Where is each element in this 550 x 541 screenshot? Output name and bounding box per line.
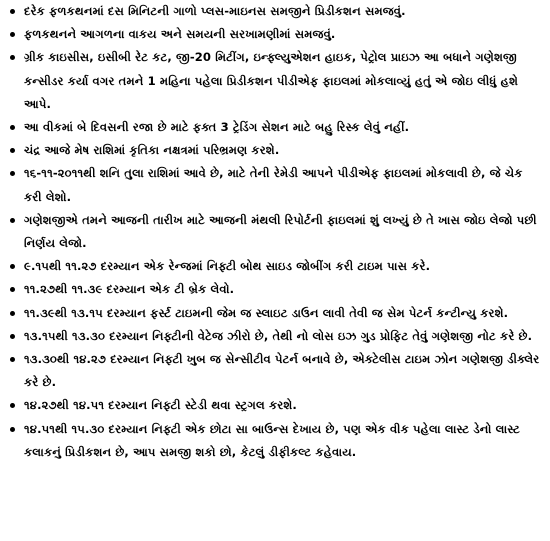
list-item-text: દરેક ફળકથનમાં દસ મિનિટની ગાળો પ્લસ-માઇનસ સમજીને પ્રિડીકશન સમજવું.: [24, 4, 406, 18]
list-item-text: ૧૩.૧૫થી ૧૩.૩૦ દરમ્યાન નિફ્ટીની વેટેજ ઝીરો છે, તેથી નો લોસ ઇઝ ગુડ પ્રોફિટ તેવું ગણેશજી નોટ કરે છે.: [24, 328, 533, 343]
bullet-icon: [10, 427, 15, 432]
list-item-text: ૧૪.૫૧થી ૧૫.૩૦ દરમ્યાન નિફ્ટી એક છોટા સા બાઉન્સ દેખાય છે, પણ એક વીક પહેલા લાસ્ટ ડેનો લાસ્ટ કલાકનું પ્રિડીકશન છે, આપ સમજી શકો છો, કેટલું ડીફીકલ્ટ કહેવાય.: [24, 421, 525, 459]
list-item-text: ગ્રીક કાઇસીસ, ઇસીબી રેટ કટ, જી-20 મિટીંગ, ઇન્ફ્લ્યુએશન હાઇક, પેટ્રોલ પ્રાઇઝ આ બધાને ગણેશજી કન્સીડર કર્યા વગર તમને 1 મહિના પહેલા પ્રિડીકશન પીડીએફ ફાઇલમાં મોકલાવ્યું હતું એ જોઇ લીધું હશે આપે.: [24, 50, 523, 111]
list-item: [10, 325, 542, 348]
list-item-text: ૧૧.૩૯થી ૧૩.૧૫ દરમ્યાન ફર્સ્ટ ટાઇમની જેમ જ સ્લાઇટ ડાઉન લાવી તેવી જ સેમ પેટર્ન કન્ટીન્યુ કરશે.: [24, 305, 509, 320]
bullet-icon: [10, 171, 15, 176]
list-item: [10, 302, 542, 325]
list-item-text: ફળકથનને આગળના વાકય અને સમયની સરખામણીમાં સમજવું.: [24, 27, 336, 42]
list-item: [10, 116, 542, 139]
bullet-icon: [10, 334, 15, 339]
list-item-text: ચંદ્ર આજે મેષ રાશિમાં કૃતિકા નક્ષત્રમાં પરિભ્રમણ કરશે.: [24, 143, 280, 158]
list-item-text: ૧૪.૨૭થી ૧૪.૫૧ દરમ્યાન નિફ્ટી સ્ટેડી થવા સ્ટ્રગલ કરશે.: [24, 398, 297, 413]
list-item: [10, 209, 542, 255]
prediction-bullet-list: [10, 0, 542, 464]
list-item-text: ૯.૧૫થી ૧૧.૨૭ દરમ્યાન એક રેન્જમાં નિફ્ટી બોથ સાઇડ જોબીંગ કરી ટાઇમ પાસ કરે.: [24, 259, 431, 274]
list-item: [10, 394, 542, 417]
list-item: [10, 46, 542, 116]
list-item: [10, 139, 542, 162]
bullet-icon: [10, 9, 15, 14]
list-item-text: ૧૧.૨૭થી ૧૧.૩૯ દરમ્યાન એક ટી બ્રેક લેવો.: [24, 282, 235, 297]
list-item: [10, 162, 542, 208]
list-item: [10, 23, 542, 46]
bullet-icon: [10, 287, 15, 292]
bullet-icon: [10, 55, 15, 60]
bullet-icon: [10, 311, 15, 316]
list-item-text: ૧૬-૧૧-૨૦૧૧થી શનિ તુલા રાશિમાં આવે છે, માટે તેની રેમેડી આપને પીડીએફ ફાઇલમાં મોકલાવી છે, જે ચેક કરી લેશો.: [24, 166, 527, 204]
list-item-text: આ વીકમાં બે દિવસની રજા છે માટે ફક્ત 3 ટ્રેડિંગ સેશન માટે બહુ રિસ્ક લેવું નહીં.: [24, 120, 410, 135]
list-item: [10, 278, 542, 301]
bullet-icon: [10, 148, 15, 153]
list-item: [10, 255, 542, 278]
list-item-text: ગણેશજીએ તમને આજની તારીખ માટે આજની મંથલી રિપોર્ટની ફાઇલમાં શું લખ્યું છે તે ખાસ જોઇ લેજો પછી નિર્ણય લેજો.: [24, 212, 541, 251]
list-item-text: ૧૩.૩૦થી ૧૪.૨૭ દરમ્યાન નિફ્ટી ખુબ જ સેન્સીટીવ પેટર્ન બનાવે છે, એક્ટેલીસ ટાઇમ ઝોન ગણેશજી ડીક્લેર કરે છે.: [24, 352, 544, 390]
bullet-icon: [10, 32, 15, 37]
bullet-icon: [10, 218, 15, 223]
bullet-icon: [10, 403, 15, 408]
list-item: [10, 0, 542, 23]
bullet-icon: [10, 357, 15, 362]
list-item: [10, 418, 542, 464]
list-item: [10, 348, 542, 394]
bullet-icon: [10, 264, 15, 269]
bullet-icon: [10, 125, 15, 130]
